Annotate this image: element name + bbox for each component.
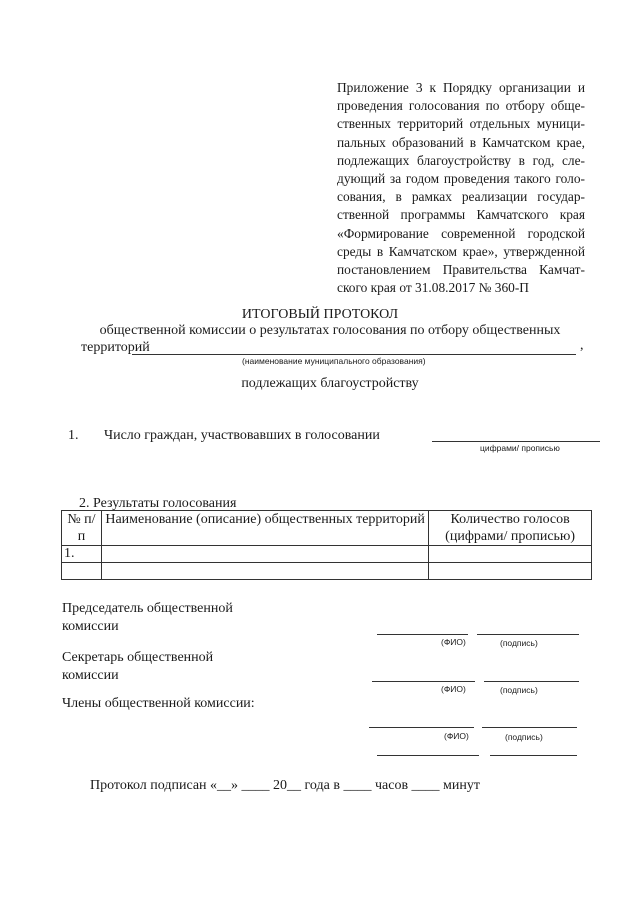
item1-hint: цифрами/ прописью: [480, 443, 560, 453]
appendix-line: среды в Камчатском крае», утвержденной: [337, 243, 585, 259]
municipality-field[interactable]: [132, 354, 576, 355]
appendix-line: пальных образований в Камчатском крае,: [337, 134, 585, 150]
fio-hint: (ФИО): [441, 637, 466, 647]
table-header-row: [62, 511, 592, 546]
comma: ,: [580, 338, 584, 353]
document-title: ИТОГОВЫЙ ПРОТОКОЛ: [241, 307, 399, 322]
header-number: № п/п: [62, 511, 102, 546]
municipality-hint: (наименование муниципального образования): [242, 356, 426, 366]
member-signature-field[interactable]: [482, 727, 577, 728]
row-number-cell[interactable]: [62, 563, 102, 580]
secretary-label-line1: Секретарь общественной: [62, 650, 214, 665]
appendix-line: «Формирование современной городской: [337, 225, 585, 241]
members-label: Члены общественной комиссии:: [62, 696, 255, 711]
appendix-note: [337, 79, 585, 297]
chairman-signature-field[interactable]: [477, 634, 579, 635]
appendix-line: ственной программы Камчатского края: [337, 207, 585, 223]
signature-hint: (подпись): [500, 638, 538, 648]
secretary-signature-field[interactable]: [484, 681, 579, 682]
secretary-label-line2: комиссии: [62, 668, 119, 683]
member-signature-field[interactable]: [490, 755, 577, 756]
fio-hint: (ФИО): [441, 684, 466, 694]
territory-cell[interactable]: [101, 563, 428, 580]
signature-hint: (подпись): [505, 732, 543, 742]
appendix-line: дующий за годом проведения такого голо-: [337, 171, 585, 187]
votes-cell[interactable]: [429, 563, 592, 580]
appendix-line: ственных территорий отдельных муници-: [337, 116, 585, 132]
secretary-fio-field[interactable]: [372, 681, 475, 682]
territory-cell[interactable]: [101, 546, 428, 563]
appendix-line: постановлением Правительства Камчат-: [337, 262, 585, 278]
appendix-line: ского края от 31.08.2017 № 360-П: [337, 280, 529, 296]
table-row: [62, 546, 592, 563]
appendix-line: проведения голосования по отбору обще-: [337, 98, 585, 114]
results-table: [61, 510, 592, 580]
chairman-label-line2: комиссии: [62, 619, 119, 634]
protocol-signed-line: Протокол подписан «__» ____ 20__ года в ____ часов ____ минут: [90, 778, 481, 793]
item1-text: Число граждан, участвовавших в голосовании: [104, 428, 380, 443]
appendix-line: сования, в рамках реализации государ-: [337, 189, 585, 205]
item1-number: 1.: [68, 428, 79, 443]
secretary-label: [62, 649, 213, 685]
member-fio-field[interactable]: [377, 755, 479, 756]
header-territory: Наименование (описание) общественных территорий: [101, 511, 428, 546]
chairman-label: [62, 600, 233, 636]
header-votes: Количество голосов (цифрами/ прописью): [429, 511, 592, 546]
appendix-line: Приложение 3 к Порядку организации и: [337, 80, 585, 95]
row-number-cell[interactable]: 1.: [62, 546, 102, 563]
table-row: [62, 563, 592, 580]
territories-label: территорий: [81, 340, 150, 355]
chairman-label-line1: Председатель общественной: [62, 601, 233, 616]
member-fio-field[interactable]: [369, 727, 474, 728]
item2-text: 2. Результаты голосования: [79, 496, 237, 511]
fio-hint: (ФИО): [444, 731, 469, 741]
participants-count-field[interactable]: [432, 441, 600, 442]
signature-hint: (подпись): [500, 685, 538, 695]
document-subtitle: общественной комиссии о результатах голосования по отбору общественных: [99, 323, 561, 338]
improvement-label: подлежащих благоустройству: [241, 376, 419, 391]
votes-cell[interactable]: [429, 546, 592, 563]
appendix-line: подлежащих благоустройству в год, сле-: [337, 152, 585, 168]
chairman-fio-field[interactable]: [377, 634, 468, 635]
